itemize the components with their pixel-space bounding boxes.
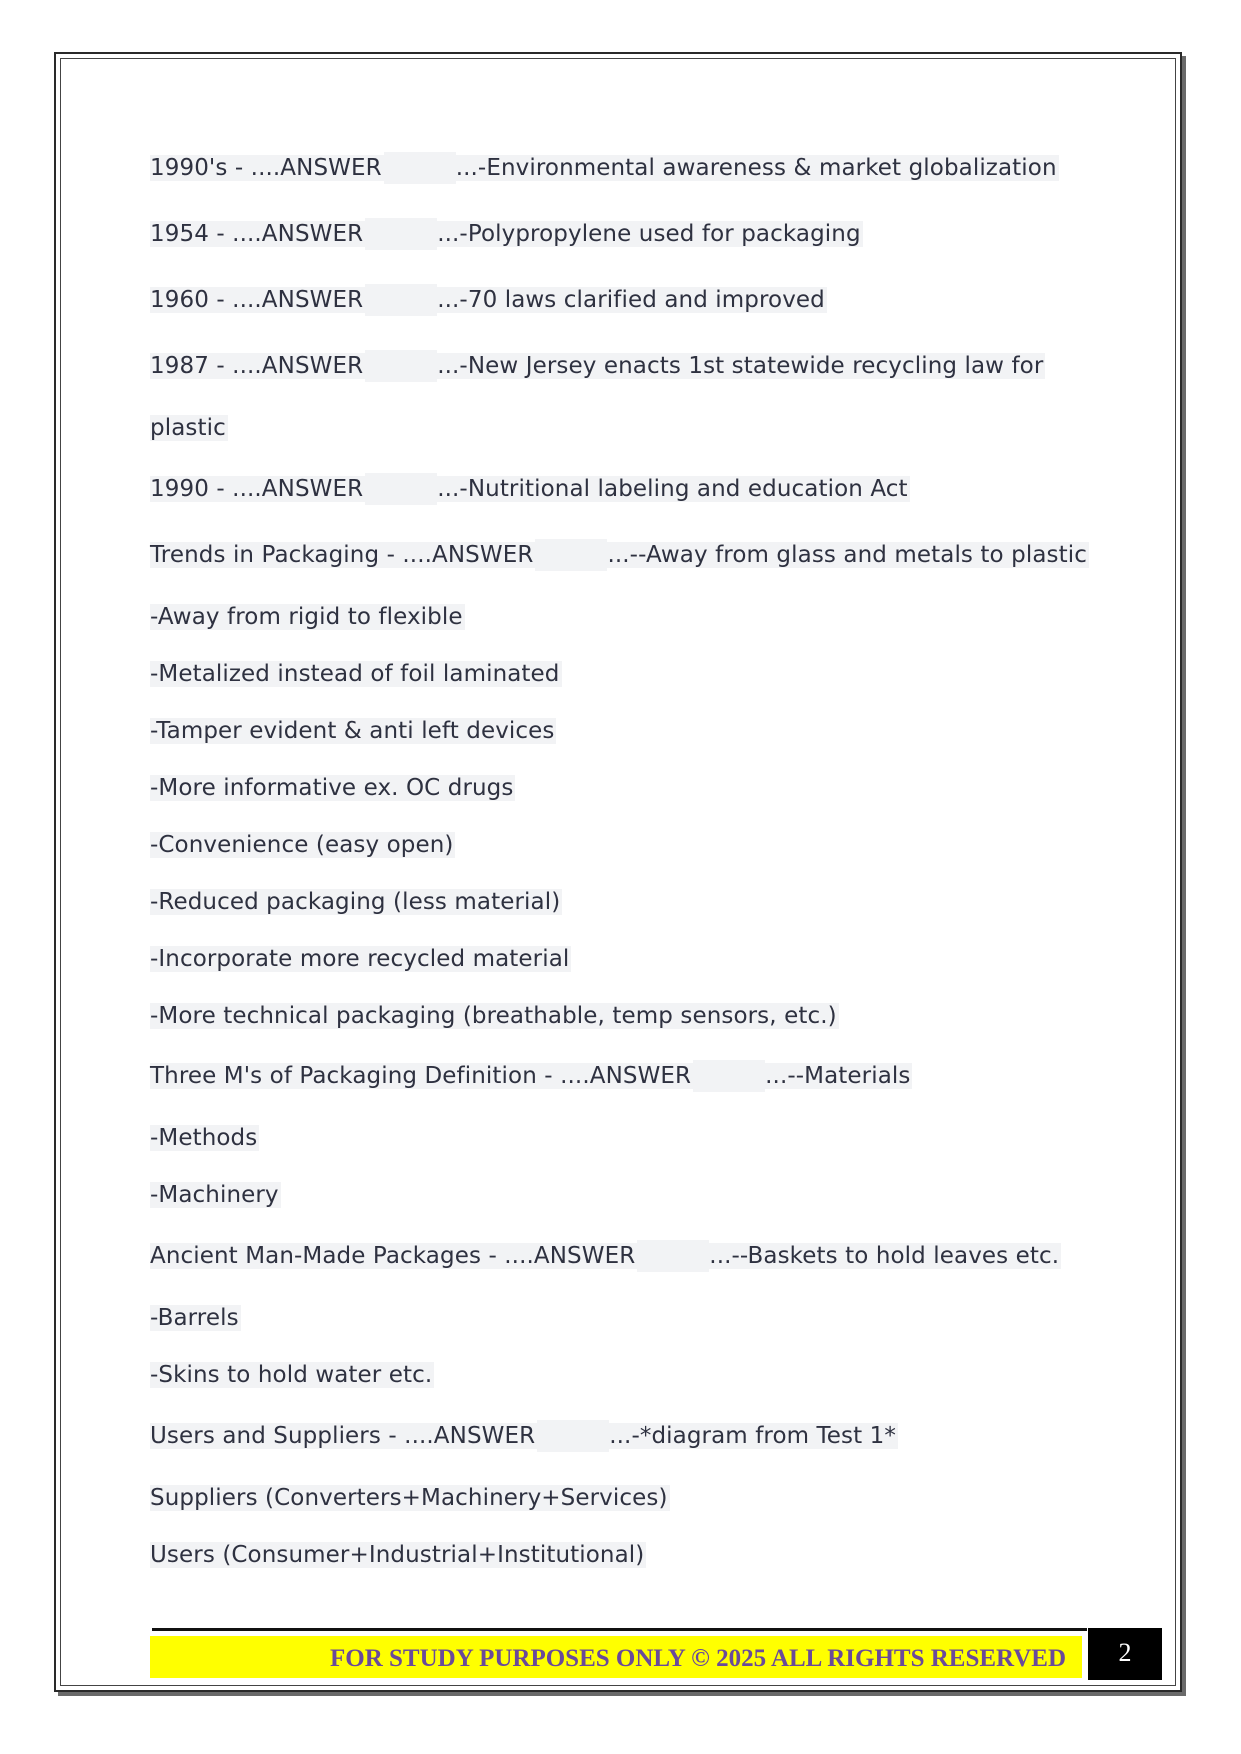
bullet-line [150,1359,434,1391]
continuation-text: plastic [150,415,226,441]
bullet-line [150,1179,281,1211]
bullet-line [150,1302,241,1334]
qa-line [150,1240,1061,1272]
bullet-line [150,601,465,633]
bullet-text: -Tamper evident & anti left devices [150,718,555,744]
question-text: 1990's - ....ANSWER [150,155,382,181]
qa-line [150,539,1089,571]
answer-text: ...-*diagram from Test 1* [609,1423,896,1449]
question-text: Users and Suppliers - ....ANSWER [150,1423,536,1449]
footer-notice: FOR STUDY PURPOSES ONLY © 2025 ALL RIGHTS RESERVED [150,1636,1082,1678]
bullet-line [150,1122,259,1154]
question-text: 1960 - ....ANSWER [150,287,364,313]
bullet-text: -More informative ex. OC drugs [150,775,514,801]
question-text: Trends in Packaging - ....ANSWER [150,542,534,568]
qa-line [150,218,863,250]
answer-gap [365,284,437,316]
footer-divider [152,1628,1087,1631]
bullet-line [150,1000,839,1032]
qa-line [150,152,1059,184]
question-text: 1987 - ....ANSWER [150,353,364,379]
answer-gap [535,539,607,571]
plain-text: Users (Consumer+Industrial+Institutional) [150,1542,645,1568]
question-text: 1990 - ....ANSWER [150,476,364,502]
answer-text: ...-New Jersey enacts 1st statewide recycling law for [437,353,1044,379]
question-text: Ancient Man-Made Packages - ....ANSWER [150,1243,636,1269]
bullet-text: -Reduced packaging (less material) [150,889,561,915]
bullet-text: -Metalized instead of foil laminated [150,661,560,687]
bullet-text: -Incorporate more recycled material [150,946,570,972]
answer-gap [537,1420,609,1452]
answer-text: ...--Baskets to hold leaves etc. [709,1243,1060,1269]
qa-line [150,1420,898,1452]
bullet-text: -Away from rigid to flexible [150,604,463,630]
bullet-line [150,943,571,975]
bullet-text: -Machinery [150,1182,279,1208]
qa-line [150,284,827,316]
answer-text: ...--Materials [765,1063,911,1089]
text-line [150,412,228,444]
answer-gap [365,350,437,382]
text-line [150,1482,670,1514]
bullet-line [150,886,562,918]
bullet-text: -Skins to hold water etc. [150,1362,433,1388]
answer-gap [384,152,456,184]
bullet-line [150,829,455,861]
bullet-text: -Convenience (easy open) [150,832,454,858]
qa-line [150,473,910,505]
plain-text: Suppliers (Converters+Machinery+Services) [150,1485,668,1511]
answer-gap [637,1240,709,1272]
answer-gap [365,218,437,250]
answer-text: ...--Away from glass and metals to plastic [607,542,1087,568]
text-line [150,1539,646,1571]
bullet-text: -Barrels [150,1305,239,1331]
bullet-line [150,658,562,690]
answer-gap [365,473,437,505]
answer-text: ...-Polypropylene used for packaging [437,221,861,247]
question-text: Three M's of Packaging Definition - ....ANSWER [150,1063,692,1089]
answer-gap [693,1060,765,1092]
bullet-line [150,715,556,747]
bullet-text: -More technical packaging (breathable, temp sensors, etc.) [150,1003,837,1029]
bullet-line [150,772,515,804]
qa-line [150,1060,912,1092]
qa-line [150,350,1045,382]
bullet-text: -Methods [150,1125,258,1151]
answer-text: ...-70 laws clarified and improved [437,287,825,313]
answer-text: ...-Environmental awareness & market globalization [455,155,1057,181]
question-text: 1954 - ....ANSWER [150,221,364,247]
page-number: 2 [1088,1628,1162,1680]
answer-text: ...-Nutritional labeling and education Act [437,476,908,502]
